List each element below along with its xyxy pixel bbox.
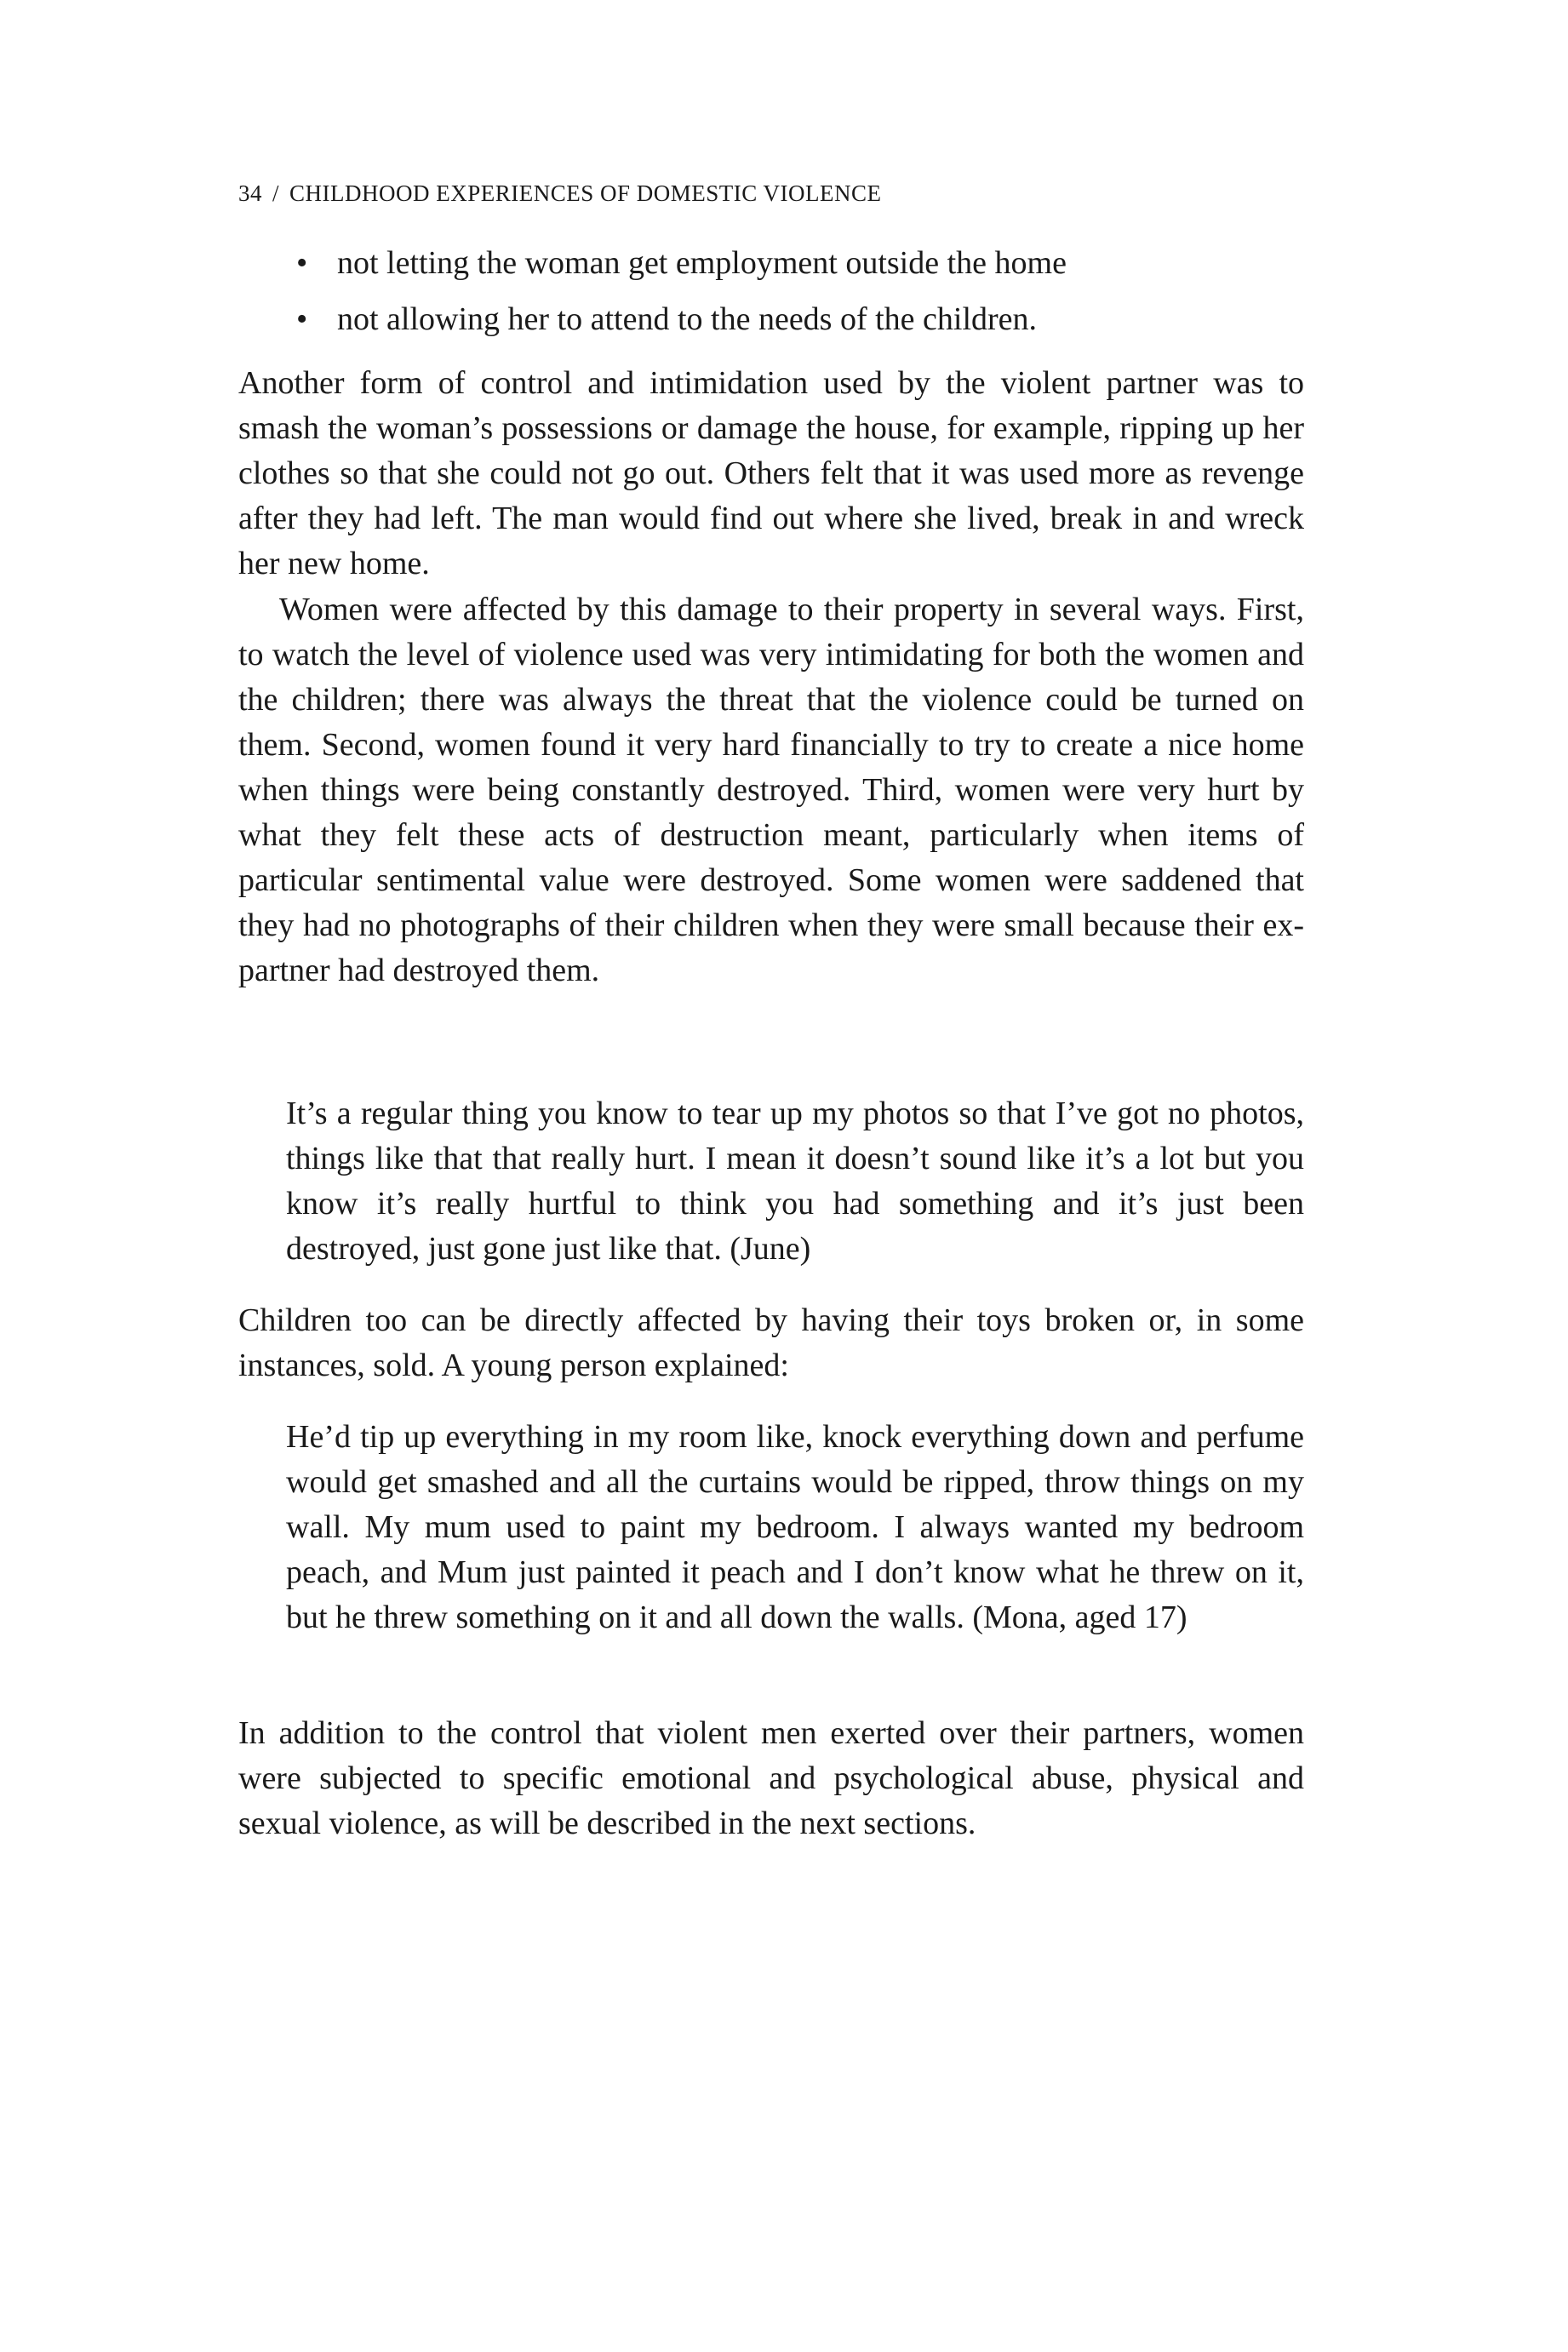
- quote-text: He’d tip up everything in my room like, knock everything down and perfume would get smashed and all the curtains would be ripped, throw things on my wall. My mum used to paint my bedroom. I always wanted my bedroom peach, and Mum just painted it peach and I don’t know what he threw on it, but he threw something on it and all down the walls. (Mona, aged 17): [286, 1419, 1304, 1635]
- bullet-text: not allowing her to attend to the needs of the children.: [337, 301, 1038, 337]
- page-number: 34: [238, 180, 262, 206]
- list-item: [238, 241, 1304, 286]
- paragraph-children-affected: Children too can be directly affected by having their toys broken or, in some instances, sold. A young person explained:: [238, 1302, 1304, 1383]
- bullet-marker: •: [296, 301, 308, 337]
- running-head-separator: /: [272, 180, 280, 206]
- bullet-text: not letting the woman get employment outside the home: [337, 245, 1067, 281]
- bullet-list: [238, 241, 1304, 353]
- paragraph-property-damage: Women were affected by this damage to their property in several ways. First, to watch the level of violence used was very intimidating for both the women and the children; there was always the threat that the violence could be turned on them. Second, women found it very hard financially to try to create a nice home when things were being constantly destroyed. Third, women were very hurt by what they felt these acts of destruction meant, particularly when items of particular sentimental value were destroyed. Some women were saddened that they had no photographs of their children when they were small because their ex-partner had destroyed them.: [238, 592, 1304, 988]
- paragraph-control-intimidation: Another form of control and intimidation used by the violent partner was to smash the woman’s possessions or damage the house, for example, ripping up her clothes so that she could not go out. Others felt that it was used more as revenge after they had left. The man would find out where she lived, break in and wreck her new home.: [238, 365, 1304, 581]
- paragraph-abuse-intro: In addition to the control that violent men exerted over their partners, women were subjected to specific emotional and psychological abuse, physical and sexual violence, as will be described in the next sections.: [238, 1715, 1304, 1841]
- bullet-marker: •: [296, 245, 308, 281]
- quote-mona: [286, 1415, 1304, 1640]
- running-head: [238, 180, 882, 207]
- running-head-title: CHILDHOOD EXPERIENCES OF DOMESTIC VIOLENCE: [289, 180, 882, 206]
- quote-text: It’s a regular thing you know to tear up my photos so that I’ve got no photos, things like that that really hurt. I mean it doesn’t sound like it’s a lot but you know it’s really hurtful to think you had something and it’s just been destroyed, just gone just like that. (June): [286, 1096, 1304, 1267]
- list-item: [238, 297, 1304, 342]
- quote-june: [286, 1091, 1304, 1272]
